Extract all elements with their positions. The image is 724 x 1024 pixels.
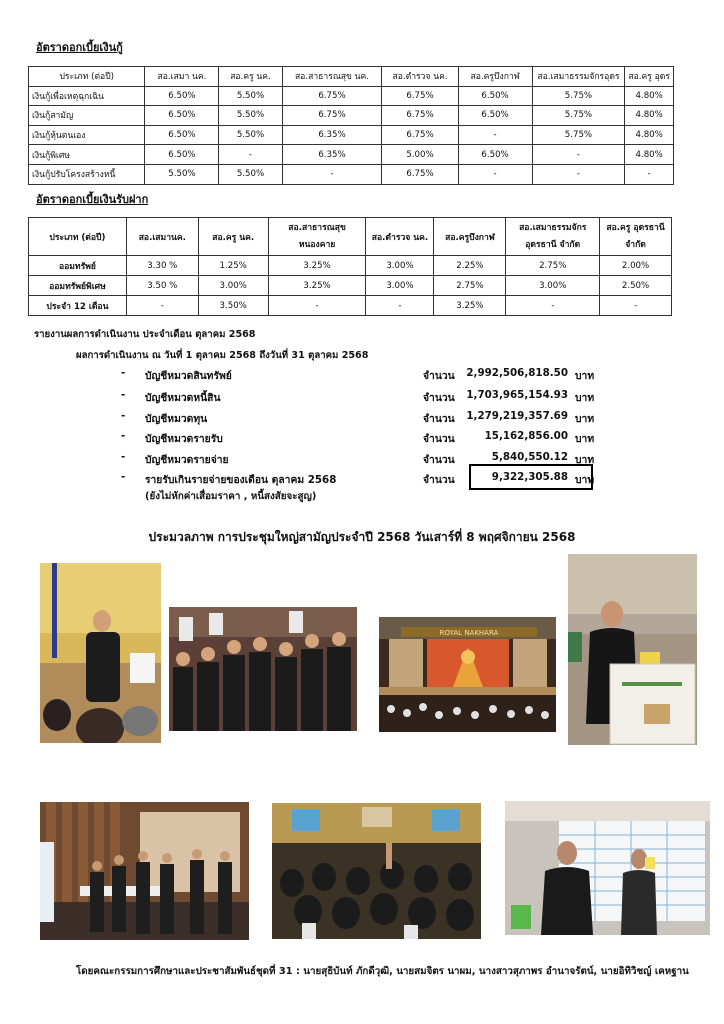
table-cell: 6.75% [282, 106, 382, 126]
table-cell: 5.50% [219, 164, 282, 184]
table-cell: - [458, 164, 532, 184]
table-cell: 5.50% [219, 106, 282, 126]
amount-value: 2,992,506,818.50 [466, 367, 568, 379]
amount-label: จำนวน [423, 474, 455, 486]
table-cell: 4.80% [625, 145, 674, 165]
column-header: สอ.สาธารณสุข นค. [282, 67, 382, 87]
table-cell: 2.25% [434, 256, 506, 276]
table-cell: - [600, 296, 672, 316]
table-cell: - [282, 164, 382, 184]
column-header: สอ.ครู อุดร [625, 67, 674, 87]
account-label: รายรับเกินรายจ่ายของเดือน ตุลาคม 2568 [145, 474, 337, 486]
table-row [29, 164, 674, 184]
column-header: ประเภท (ต่อปี) [29, 218, 127, 256]
account-label: บัญชีหมวดหนี้สิน [145, 392, 221, 404]
currency-unit: บาท [575, 392, 595, 404]
row-label: ประจำ 12 เดือน [29, 296, 127, 316]
table-row [29, 256, 672, 276]
table-cell: 6.50% [145, 86, 219, 106]
table-row [29, 276, 672, 296]
table-cell: 6.50% [145, 145, 219, 165]
column-header: สอ.ตำรวจ นค. [382, 67, 458, 87]
table-header-row [29, 218, 672, 256]
bullet-dash: - [121, 410, 126, 422]
column-header: สอ.เสมาธรรมจักรอุดร [532, 67, 625, 87]
table-row [29, 145, 674, 165]
row-label: เงินกู้เพื่อเหตุฉุกเฉิน [29, 86, 145, 106]
table-cell: - [366, 296, 434, 316]
table-cell: 3.30 % [126, 256, 198, 276]
table-cell: 3.25% [268, 276, 366, 296]
column-header: สอ.ครู นค. [198, 218, 268, 256]
currency-unit: บาท [575, 433, 595, 445]
amount-value: 1,279,219,357.69 [466, 410, 568, 422]
row-label: ออมทรัพย์ [29, 256, 127, 276]
amount-value: 9,322,305.88 [491, 471, 568, 483]
table-cell: 2.00% [600, 256, 672, 276]
account-label: บัญชีหมวดทุน [145, 413, 208, 425]
column-header: สอ.ครู นค. [219, 67, 282, 87]
loan-rate-table [28, 66, 674, 185]
row-label: ออมทรัพย์พิเศษ [29, 276, 127, 296]
currency-unit: บาท [575, 454, 595, 466]
table-cell: 6.50% [458, 145, 532, 165]
table-cell: - [506, 296, 600, 316]
table-header-row [29, 67, 674, 87]
table-cell: 3.00% [366, 276, 434, 296]
table-cell: - [625, 164, 674, 184]
table-cell: 5.50% [219, 125, 282, 145]
column-header: สอ.เสมา นค. [145, 67, 219, 87]
table-cell: 3.50% [198, 296, 268, 316]
table-row [29, 125, 674, 145]
column-header: สอ.ครู อุดรธานี จำกัด [600, 218, 672, 256]
table-cell: 5.75% [532, 125, 625, 145]
table-row [29, 296, 672, 316]
table-cell: 1.25% [198, 256, 268, 276]
table-cell: 3.50 % [126, 276, 198, 296]
amount-value: 5,840,550.12 [491, 451, 568, 463]
amount-label: จำนวน [423, 413, 455, 425]
table-cell: 6.50% [145, 106, 219, 126]
table-row [29, 86, 674, 106]
account-label: บัญชีหมวดรายจ่าย [145, 454, 229, 466]
table-cell: 4.80% [625, 86, 674, 106]
stage-banner-text: ROYAL NAKHARA [439, 629, 499, 637]
column-header: สอ.ตำรวจ นค. [366, 218, 434, 256]
photo-vote-tally [505, 801, 710, 935]
photo-group-standing [169, 607, 357, 731]
gallery-title: ประมวลภาพ การประชุมใหญ่สามัญประจำปี 2568 วันเสาร์ที่ 8 พฤศจิกายน 2568 [148, 530, 576, 544]
photo-audience-voting [272, 803, 481, 939]
column-header: สอ.เสมาธรรมจักร อุดรธานี จำกัด [506, 218, 600, 256]
deposit-section-title: อัตราดอกเบี้ยเงินรับฝาก [36, 193, 149, 206]
amount-label: จำนวน [423, 454, 455, 466]
photo-ballot-voting [568, 554, 697, 745]
currency-unit: บาท [575, 413, 595, 425]
table-cell: - [219, 145, 282, 165]
bullet-dash: - [121, 451, 126, 463]
table-cell: 5.50% [145, 164, 219, 184]
amount-label: จำนวน [423, 370, 455, 382]
table-cell: 3.00% [506, 276, 600, 296]
table-cell: 6.35% [282, 145, 382, 165]
column-header: สอ.ครูบึงกาฬ [434, 218, 506, 256]
bullet-dash: - [121, 471, 126, 483]
account-label: บัญชีหมวดสินทรัพย์ [145, 370, 232, 382]
deposit-rate-table [28, 217, 672, 316]
table-cell: 6.75% [382, 125, 458, 145]
table-cell: 6.50% [458, 106, 532, 126]
account-label: บัญชีหมวดรายรับ [145, 433, 223, 445]
table-cell: 5.00% [382, 145, 458, 165]
table-cell: - [126, 296, 198, 316]
table-cell: - [532, 164, 625, 184]
table-row [29, 106, 674, 126]
table-cell: 5.75% [532, 106, 625, 126]
table-cell: 3.00% [198, 276, 268, 296]
column-header: สอ.สาธารณสุข หนองคาย [268, 218, 366, 256]
table-cell: 2.75% [434, 276, 506, 296]
table-cell: 5.50% [219, 86, 282, 106]
column-header: ประเภท (ต่อปี) [29, 67, 145, 87]
table-cell: - [268, 296, 366, 316]
photo-speaker-podium [40, 563, 161, 743]
table-cell: 2.75% [506, 256, 600, 276]
row-label: เงินกู้ปรับโครงสร้างหนี้ [29, 164, 145, 184]
column-header: สอ.เสมานค. [126, 218, 198, 256]
table-cell: 6.75% [382, 106, 458, 126]
table-cell: 6.75% [382, 86, 458, 106]
table-cell: 4.80% [625, 106, 674, 126]
amount-label: จำนวน [423, 392, 455, 404]
net-income-highlight-box [469, 464, 593, 490]
report-title: รายงานผลการดำเนินงาน ประจำเดือน ตุลาคม 2568 [34, 329, 256, 340]
table-cell: 3.25% [268, 256, 366, 276]
loan-section-title: อัตราดอกเบี้ยเงินกู้ [36, 41, 123, 54]
bullet-dash: - [121, 389, 126, 401]
report-note: (ยังไม่หักค่าเสื่อมราคา , หนี้สงสัยจะสูญ) [145, 491, 317, 502]
table-cell: 6.50% [458, 86, 532, 106]
currency-unit: บาท [575, 474, 595, 486]
column-header: สอ.ครูบึงกาฬ [458, 67, 532, 87]
table-cell: - [532, 145, 625, 165]
table-cell: 3.25% [434, 296, 506, 316]
table-cell: 6.75% [282, 86, 382, 106]
photo-meeting-hall-stage [379, 617, 556, 732]
table-cell: 2.50% [600, 276, 672, 296]
bullet-dash: - [121, 367, 126, 379]
table-cell: 5.75% [532, 86, 625, 106]
row-label: เงินกู้พิเศษ [29, 145, 145, 165]
row-label: เงินกู้หุ้นตนเอง [29, 125, 145, 145]
row-label: เงินกู้สามัญ [29, 106, 145, 126]
table-cell: 6.50% [145, 125, 219, 145]
table-cell: 6.75% [382, 164, 458, 184]
table-cell: 6.35% [282, 125, 382, 145]
report-period: ผลการดำเนินงาน ณ วันที่ 1 ตุลาคม 2568 ถึงวันที่ 31 ตุลาคม 2568 [76, 350, 369, 361]
amount-value: 1,703,965,154.93 [466, 389, 568, 401]
table-cell: - [458, 125, 532, 145]
table-cell: 3.00% [366, 256, 434, 276]
photo-registration-desk [40, 802, 249, 940]
bullet-dash: - [121, 430, 126, 442]
footer-credits: โดยคณะกรรมการศึกษาและประชาสัมพันธ์ชุดที่ 31 : นายสุธิบันท์ ภักดีวุฒิ, นายสมจิตร นาผม, นางสาวสุภาพร อำนาจรัตน์, นายอิทิวิชญ์ เคหฐาน [76, 966, 689, 977]
amount-label: จำนวน [423, 433, 455, 445]
table-cell: 4.80% [625, 125, 674, 145]
currency-unit: บาท [575, 370, 595, 382]
amount-value: 15,162,856.00 [484, 430, 568, 442]
